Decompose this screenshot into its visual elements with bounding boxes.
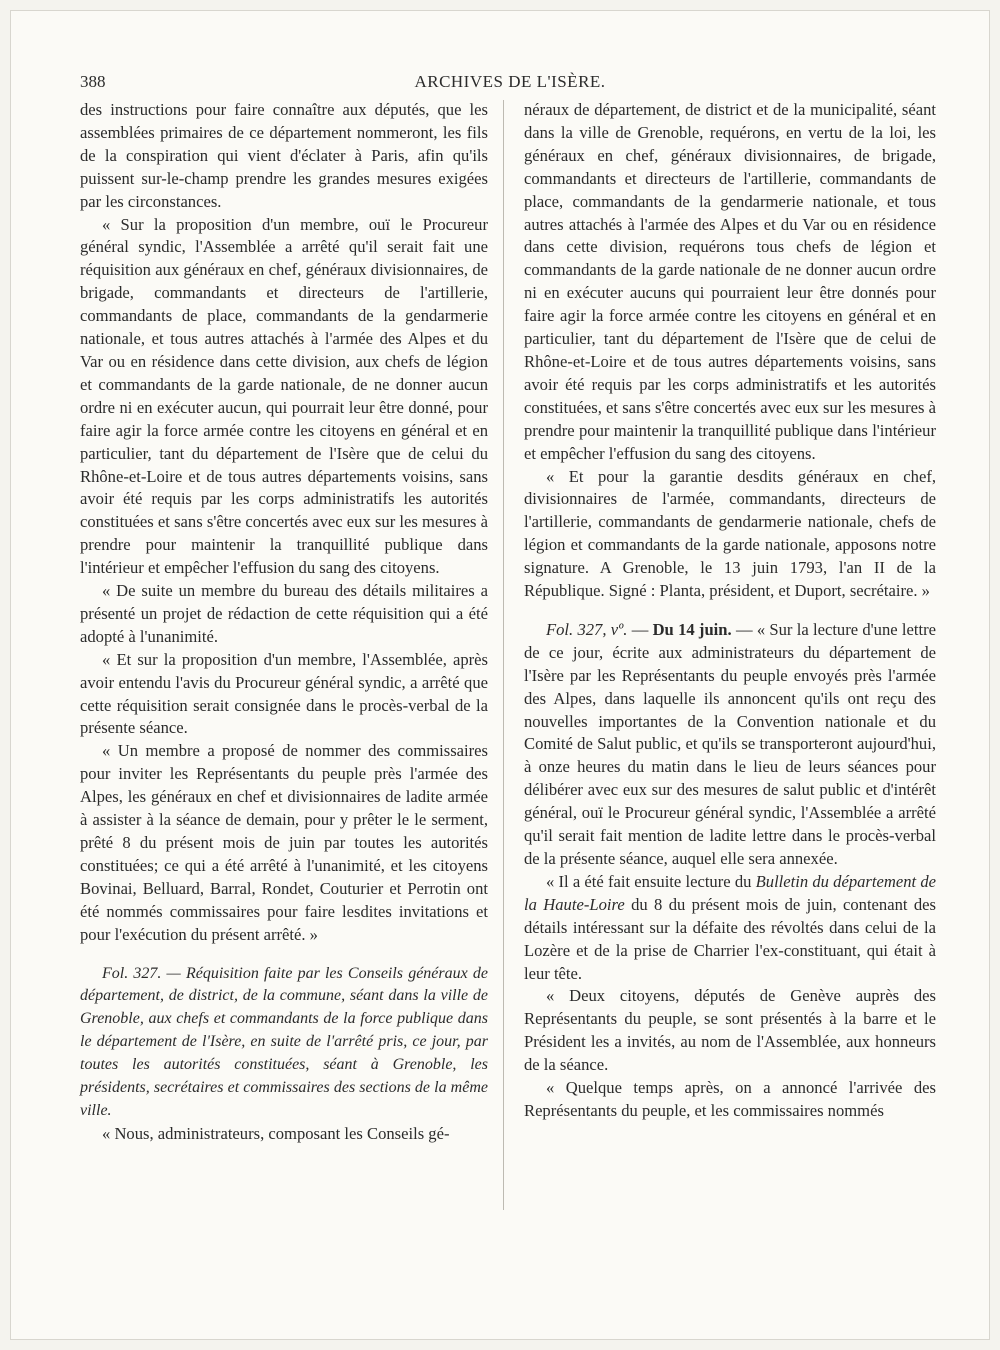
- paragraph-text: — « Sur la lecture d'une lettre de ce jour, écrite aux administrateurs du département de l'Isère par les Représentants du peuple envoyés près l'armée des Alpes, dans laquelle ils annoncent qu'ils ont reçu des nouvelles importantes de la Convention nationale et du Comité de Salut public, et qu'ils se transporteront aujourd'hui, à onze heures du matin dans le lieu de leurs séances pour délibérer avec eux sur des mesures de salut public et d'intérêt général, ouï le Procureur général syndic, l'Assemblée a arrêté qu'il serait fait mention de ladite lettre dans le procès-verbal de la présente séance, auquel elle sera annexée.: [524, 619, 936, 868]
- paragraph: « Nous, administrateurs, composant les Conseils gé-: [102, 1123, 450, 1143]
- left-column: [80, 99, 488, 1146]
- paragraph: « Sur la proposition d'un membre, ouï le Procureur général syndic, l'Assemblée a arrêté qu'il serait fait une réquisition aux généraux en chef, généraux divisionnaires, de brigade, commandants et directeurs de l'artillerie, commandants de place, commandants de la gendarmerie nationale, et tous autres attachés à l'armée des Alpes et du Var ou en résidence dans cette division, aux chefs de légion et commandants de la garde nationale, de ne donner aucun ordre ni en exécuter aucun, qui pourrait leur être donné, pour faire agir la force armée contre les citoyens en général et en particulier, tant du département de l'Isère que de celui du Rhône-et-Loire et de tous autres départements voisins, sans avoir été requis par les corps administratifs les autorités constituées et sans s'être concertés avec eux sur les mesures à prendre pour maintenir la tranquillité publique dans l'intérieur et empêcher l'effusion du sang des citoyens.: [80, 214, 488, 578]
- paragraph: « Quelque temps après, on a annoncé l'arrivée des Représentants du peuple, et les commissaires nommés: [524, 1078, 936, 1120]
- paragraph: « Et pour la garantie desdits généraux en chef, divisionnaires de l'armée, commandants, directeurs de l'artillerie, commandants de gendarmerie nationale, chefs de légion et commandants de la garde nationale, apposons notre signature. A Grenoble, le 13 juin 1793, l'an II de la République. Signé : Planta, président, et Duport, secrétaire. »: [524, 466, 936, 601]
- paragraph-text: « Il a été fait ensuite lecture du: [546, 871, 756, 891]
- folio-reference: Fol. 327, vº.: [546, 619, 628, 639]
- section-gap: [524, 603, 936, 619]
- column-divider: [503, 100, 504, 1210]
- page-number: 388: [80, 72, 106, 91]
- right-column: [524, 99, 936, 1123]
- paragraph: « Deux citoyens, députés de Genève auprès des Représentants du peuple, se sont présentés à la barre et le Président les a invités, au nom de l'Assemblée, aux honneurs de la séance.: [524, 986, 936, 1075]
- entry-date: Du 14 juin.: [652, 619, 732, 639]
- folio-entry: Fol. 327, vº. — Du 14 juin. — « Sur la lecture d'une lettre de ce jour, écrite aux administrateurs du département de l'Isère par les Représentants du peuple envoyés près l'armée des Alpes, dans laquelle ils annoncent qu'ils ont reçu des nouvelles importantes de la Convention nationale et du Comité de Salut public, et qu'ils se transporteront aujourd'hui, à onze heures du matin dans le lieu de leurs séances pour délibérer avec eux sur des mesures de salut public et d'intérêt général, ouï le Procureur général syndic, l'Assemblée a arrêté qu'il serait fait mention de ladite lettre dans le procès-verbal de la présente séance, auquel elle sera annexée.: [524, 619, 936, 868]
- paragraph: « De suite un membre du bureau des détails militaires a présenté un projet de rédaction de cette réquisition qui a été adopté à l'unanimité.: [80, 581, 488, 646]
- page-header: [80, 72, 940, 98]
- paragraph: des instructions pour faire connaître aux députés, que les assemblées primaires de ce département nommeront, les fils de la conspiration qui vient d'éclater à Paris, afin qu'ils puissent sur-le-champ prendre les grandes mesures exigées par les circonstances.: [80, 100, 488, 211]
- paragraph: « Et sur la proposition d'un membre, l'Assemblée, après avoir entendu l'avis du Procureur général syndic, a arrêté que cette réquisition serait consignée dans le procès-verbal de la présente séance.: [80, 649, 488, 738]
- paragraph-text: du 8 du présent mois de juin, contenant des détails intéressant sur la défaite des révoltés dans celui de la Lozère et de la prise de Charrier l'ex-constituant, qui était à leur tête.: [524, 894, 936, 983]
- paragraph: néraux de département, de district et de la municipalité, séant dans la ville de Grenoble, requérons, en vertu de la loi, les généraux en chef, généraux divisionnaires, de brigade, commandants et directeurs de l'artillerie, commandants de place, commandants de la gendarmerie nationale, et tous autres attachés à l'armée des Alpes et du Var ou en résidence dans cette division, requérons tous chefs de légion et commandants de la garde nationale de ne donner aucun ordre ni en exécuter aucuns qui pourraient leur être donnés pour faire agir la force armée contre les citoyens en général et en particulier, tant du département de l'Isère que de celui de Rhône-et-Loire et de tous autres départements voisins, sans avoir été requis par les corps administratifs et les autorités constituées, et sans s'être concertés avec eux sur les mesures à prendre pour maintenir la tranquillité publique dans l'intérieur et empêcher l'effusion du sang des citoyens.: [524, 100, 936, 463]
- bulletin-title: Bulletin du département de la Haute-Loire: [524, 871, 936, 914]
- section-gap: [80, 947, 488, 963]
- paragraph: [524, 871, 936, 986]
- folio-heading: Fol. 327. — Réquisition faite par les Conseils généraux de département, de district, de la commune, séant dans la ville de Grenoble, aux chefs et commandants de la force publique dans le département de l'Isère, en suite de l'arrêté pris, ce jour, par toutes les autorités constituées, séant à Grenoble, les présidents, secrétaires et commissaires des sections de la même ville.: [80, 964, 488, 1119]
- paragraph: « Un membre a proposé de nommer des commissaires pour inviter les Représentants du peuple près l'armée des Alpes, les généraux en chef et divisionnaires de ladite armée à assister à la séance de demain, pour y prêter le le serment, prêté 8 du présent mois de juin par toutes les autorités constituées; ce qui a été arrêté à l'unanimité, et les citoyens Bovinai, Belluard, Barral, Rondet, Couturier et Perrotin ont été nommés commissaires pour faire lesdites invitations et pour l'exécution du présent arrêté. »: [80, 741, 488, 944]
- running-head: ARCHIVES DE L'ISÈRE.: [414, 72, 606, 91]
